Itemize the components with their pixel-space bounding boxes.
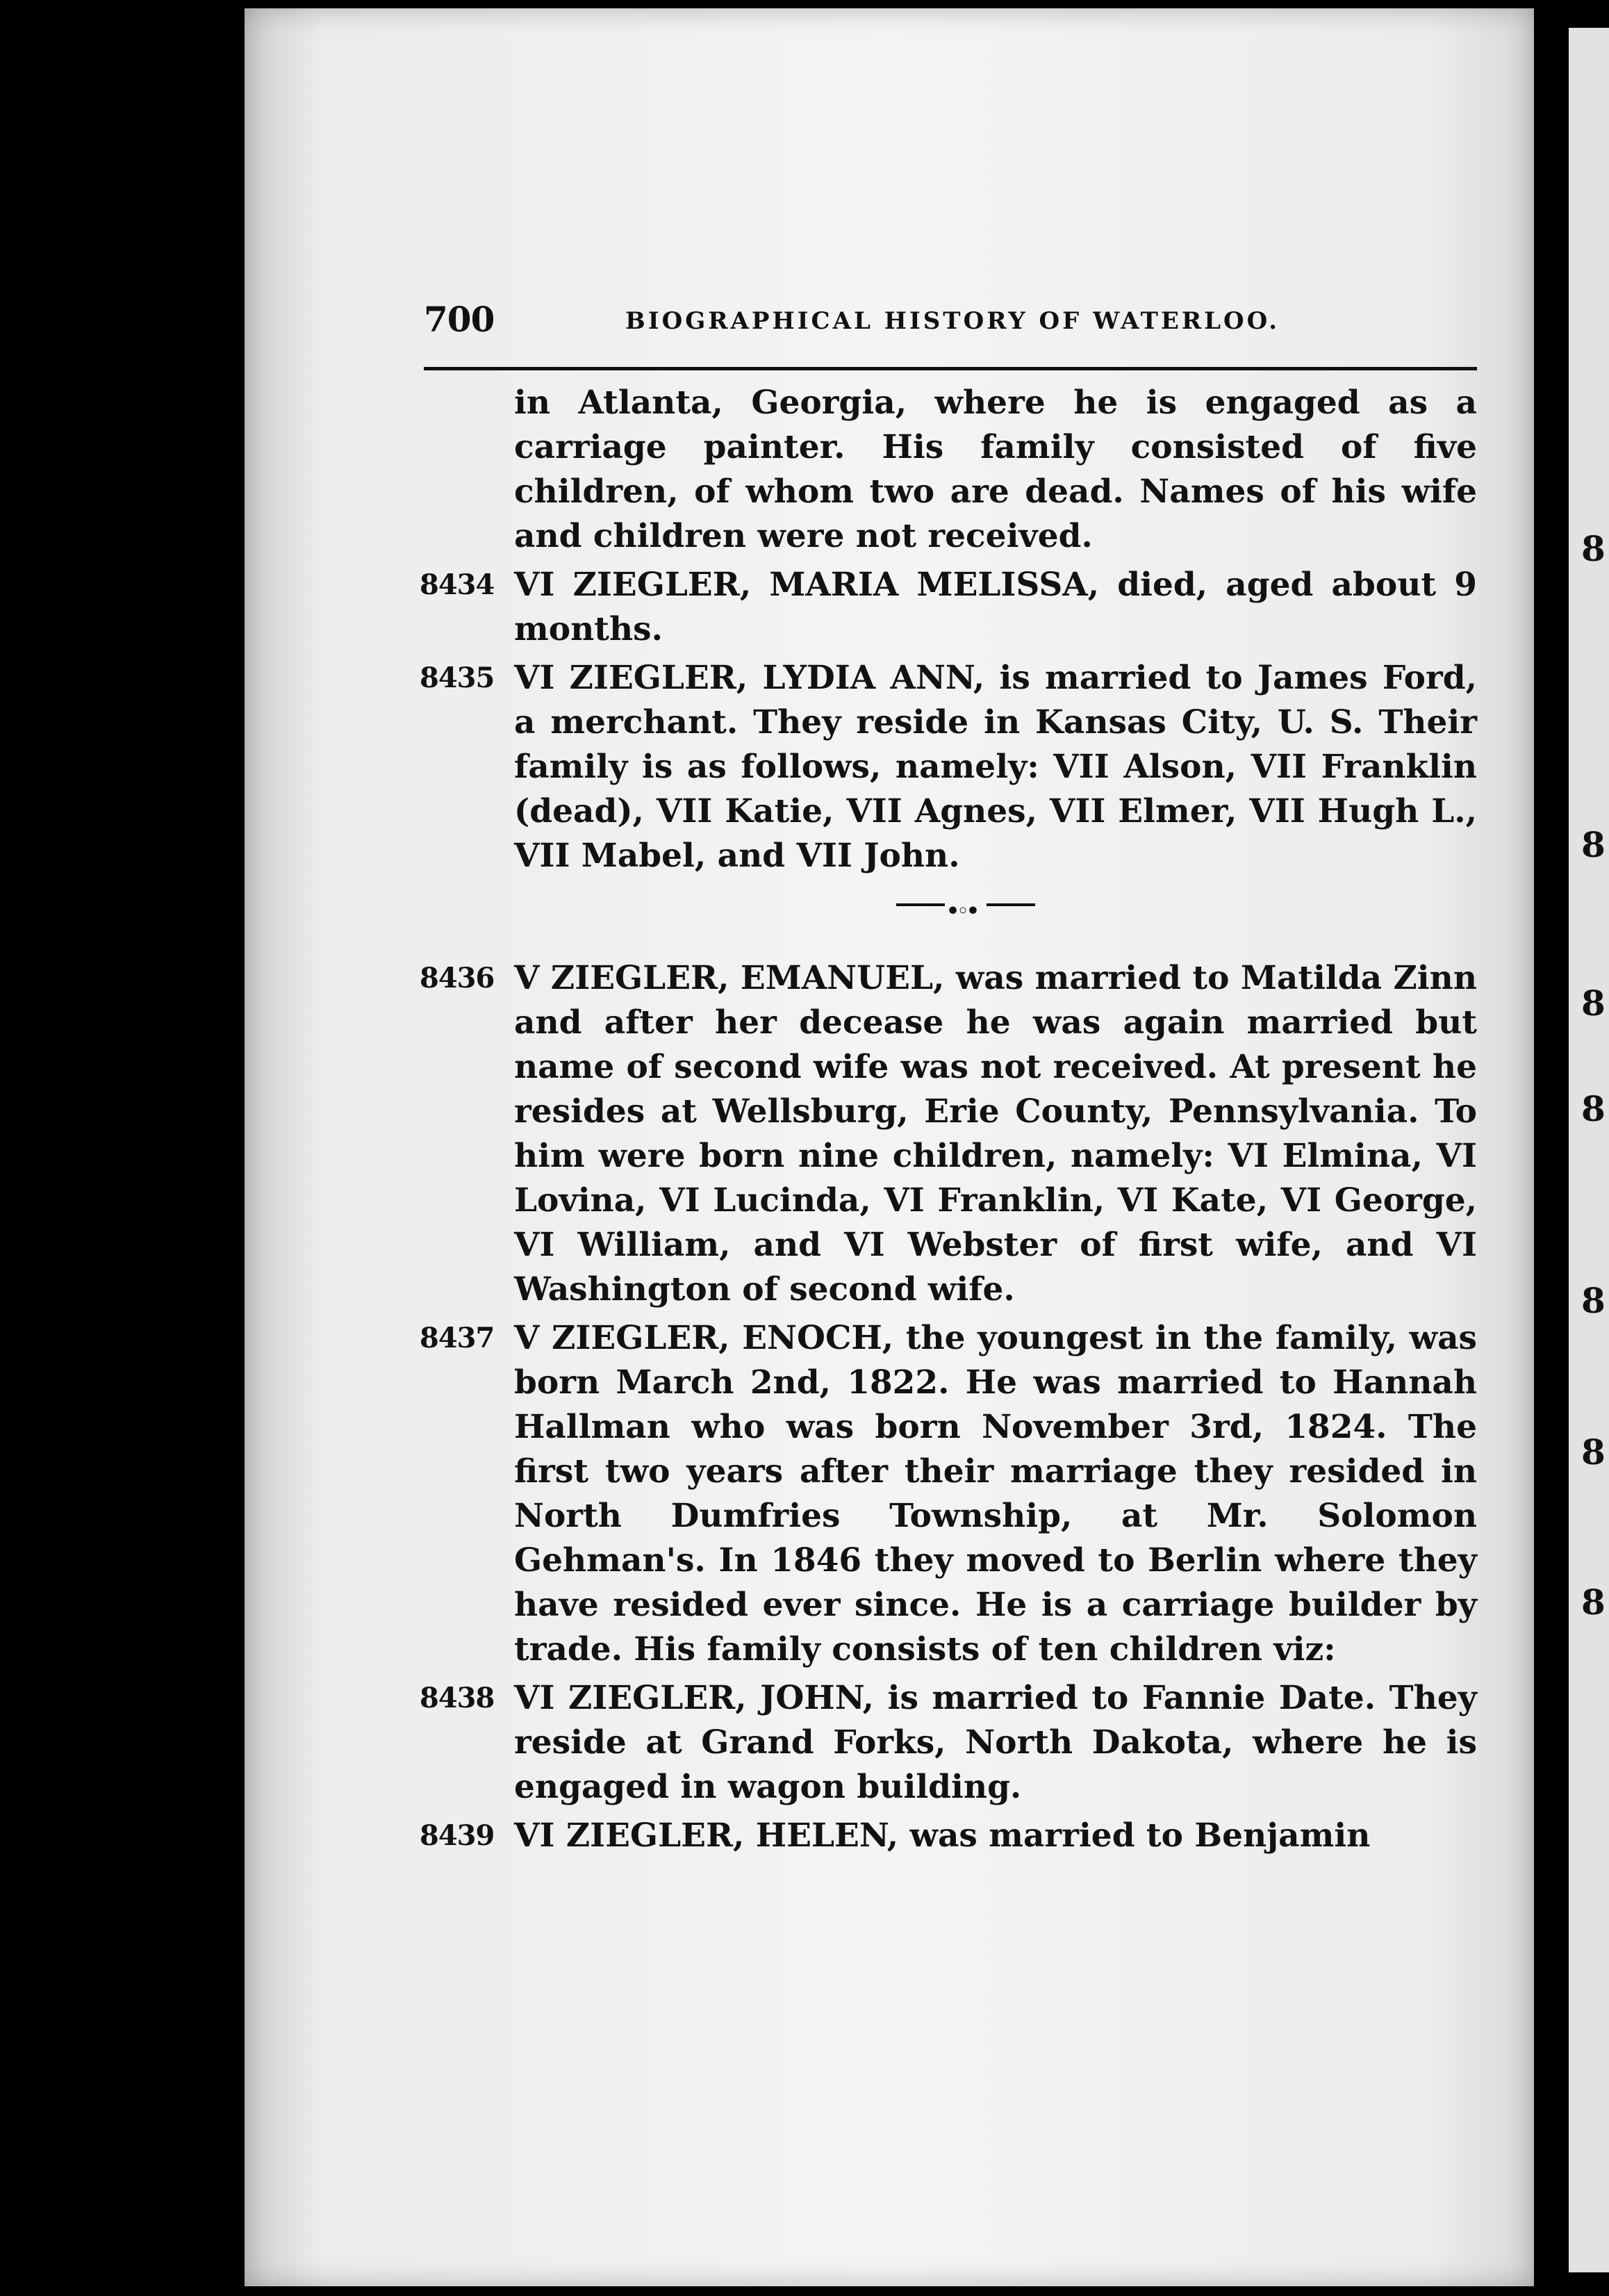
page-body — [420, 381, 1477, 1858]
facing-page-margin-mark: 8 — [1581, 824, 1606, 865]
running-header — [424, 299, 1480, 349]
facing-page-edge — [1569, 28, 1609, 2272]
entry-text: VI ZIEGLER, HELEN, was married to Benjamin — [514, 1817, 1371, 1855]
ornament-rule-left — [896, 903, 945, 906]
entry-number: 8439 — [420, 1819, 495, 1852]
facing-page-margin-mark: 8 — [1581, 1432, 1606, 1473]
facing-page-margin-mark: 8 — [1581, 1280, 1606, 1321]
entry-number: 8436 — [420, 962, 495, 994]
genealogy-entry — [420, 656, 1477, 878]
facing-page-margin-mark: 8 — [1581, 983, 1606, 1024]
entry-number: 8434 — [420, 568, 495, 601]
genealogy-entry — [420, 1676, 1477, 1810]
entry-text: V ZIEGLER, ENOCH, the youngest in the family, was born March 2nd, 1822. He was married to Hannah Hallman who was born November 3rd, 1824. The first two years after their marriage they resided in North Dumfries Township, at Mr. Solomon Gehman's. In 1846 they moved to Berlin where they have resided ever since. He is a carriage builder by trade. His family consists of ten children viz: — [514, 1319, 1477, 1668]
entry-number: 8437 — [420, 1322, 495, 1354]
page-number: 700 — [424, 299, 495, 340]
genealogy-entry — [420, 1316, 1477, 1672]
entry-text: VI ZIEGLER, MARIA MELISSA, died, aged about 9 months. — [514, 566, 1477, 648]
facing-page-margin-mark: 8 — [1581, 1582, 1606, 1623]
entry-text: V ZIEGLER, EMANUEL, was married to Matilda Zinn and after her decease he was again married but name of second wife was not received. At present he resides at Wellsburg, Erie County, Pennsylvania. To him were born nine children, namely: VI Elmina, VI Lovina, VI Lucinda, VI Franklin, VI Kate, VI George, VI William, and VI Webster of first wife, and VI Washington of second wife. — [514, 959, 1477, 1309]
paragraph-text: in Atlanta, Georgia, where he is engaged as a carriage painter. His family consisted of five children, of whom two are dead. Names of his wife and children were not received. — [514, 384, 1477, 555]
genealogy-entry — [420, 956, 1477, 1312]
header-rule — [424, 367, 1477, 370]
entry-text: VI ZIEGLER, JOHN, is married to Fannie Date. They reside at Grand Forks, North Dakota, where he is engaged in wagon building. — [514, 1679, 1477, 1806]
genealogy-entry — [420, 563, 1477, 652]
entry-number: 8435 — [420, 662, 495, 694]
book-title-header: BIOGRAPHICAL HISTORY OF WATERLOO. — [625, 307, 1280, 335]
entry-number: 8438 — [420, 1682, 495, 1714]
entry-text: VI ZIEGLER, LYDIA ANN, is married to James Ford, a merchant. They reside in Kansas City, U. S. Their family is as follows, namely: VII Alson, VII Franklin (dead), VII Katie, VII Agnes, VII Elmer, VII Hugh L., VII Mabel, and VII John. — [514, 659, 1477, 875]
genealogy-entry — [420, 1814, 1477, 1858]
facing-page-margin-mark: 8 — [1581, 528, 1606, 569]
paragraph-continued — [424, 381, 1477, 559]
ornament-rule-right — [987, 903, 1035, 906]
ornament-glyph: •◦• — [946, 899, 977, 924]
facing-page-margin-mark: 8 — [1581, 1088, 1606, 1129]
section-ornament — [424, 878, 1477, 956]
